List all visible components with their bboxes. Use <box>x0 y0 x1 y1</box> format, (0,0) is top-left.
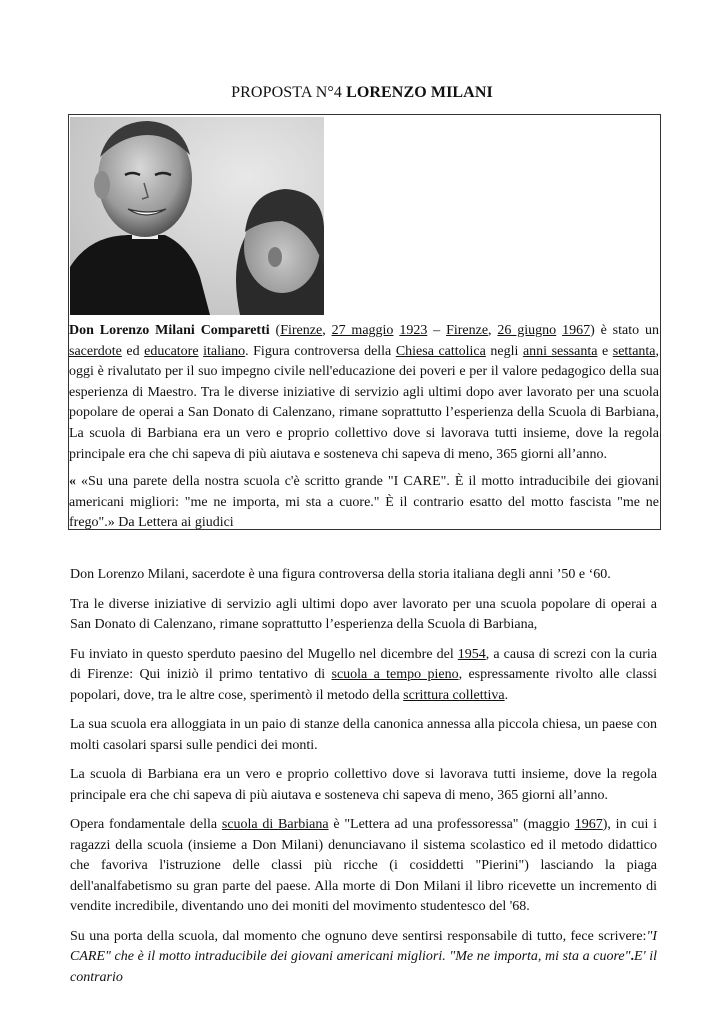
paragraph-2: Tra le diverse iniziative di servizio agli ultimi dopo aver lavorato per una scuola popolare di operai a San Donato di Calenzano, rimane soprattutto l’esperienza della Scuola di Barbiana, <box>70 596 657 632</box>
main-text <box>70 565 657 997</box>
link-1967-main[interactable]: 1967 <box>574 817 603 832</box>
text-run: ( <box>269 323 281 338</box>
link-settanta[interactable]: settanta <box>612 343 656 359</box>
link-firenze-2[interactable]: Firenze <box>446 323 489 338</box>
text-run: è "Lettera ad una professoressa" (maggio <box>328 817 575 832</box>
link-scuola-a-tempo-pieno[interactable]: scuola a tempo pieno <box>331 667 459 682</box>
page-title <box>0 84 724 102</box>
paragraph-4: La sua scuola era alloggiata in un paio di stanze della canonica annessa alla piccola chiesa, un paese con molti casolari sparsi sulle pendici dei monti. <box>70 717 657 753</box>
italic-run: "I CARE" che è il motto intraducibile dei giovani americani migliori. "Me ne importa, mi sta a cuore" <box>70 928 657 964</box>
text-run: , espressamente rivolto alle classi popolari, dove, tra le altre cose, sperimentò il metodo della <box>70 667 658 703</box>
bio-box <box>68 114 661 530</box>
text-run: , <box>322 323 332 338</box>
text-run: Opera fondamentale della <box>70 817 222 832</box>
paragraph-3 <box>70 645 657 707</box>
bio-text <box>69 321 659 534</box>
link-educatore[interactable]: educatore <box>144 343 199 359</box>
paragraph-1: Don Lorenzo Milani, sacerdote è una figura controversa della storia italiana degli anni ’50 e ‘60. <box>70 567 611 582</box>
link-chiesa-cattolica[interactable]: Chiesa cattolica <box>395 343 486 359</box>
text-run: Fu inviato in questo sperduto paesino del Mugello nel dicembre del <box>70 646 458 662</box>
title-name: LORENZO MILANI <box>346 84 493 101</box>
paragraph-5: La scuola di Barbiana era un vero e proprio collettivo dove si lavorava tutti insieme, dove la regola principale era che chi sapeva di più aiutava e sosteneva chi sapeva di meno, 365 giorni all’anno. <box>70 767 657 803</box>
link-sacerdote[interactable]: sacerdote <box>69 343 122 359</box>
paragraph-6 <box>70 815 657 918</box>
title-prefix: PROPOSTA N°4 <box>231 84 342 101</box>
text-run: , oggi è rivalutato per il suo impegno civile nell'educazione dei poveri e per il valore pedagogico della sua esperienza di Maestro. Tra le diverse iniziative di servizio agli ultimi dopo aver lavorato per una scuola popolare de operai a San Donato di Calenzano, rimane soprattutto l’esperienza della Scuola di Barbiana, La scuola di Barbiana era un vero e proprio collettivo dove si lavorava tutti insieme, dove la regola principale era che chi sapeva di più aiutava e sosteneva chi sapeva di meno, 365 giorni all’anno. <box>69 343 660 462</box>
bio-name: Don Lorenzo Milani Comparetti <box>69 323 270 338</box>
italic-run-2: E' il contrario <box>70 949 657 985</box>
portrait-photo-icon <box>70 117 324 315</box>
link-1954[interactable]: 1954 <box>457 646 486 662</box>
quote-paragraph <box>69 472 659 534</box>
portrait-photo <box>70 117 324 315</box>
text-run: ed <box>121 343 145 359</box>
text-run: Su una porta della scuola, dal momento che ognuno deve sentirsi responsabile di tutto, fece scrivere: <box>70 928 647 944</box>
link-1967[interactable]: 1967 <box>562 323 591 338</box>
text-run: . <box>504 687 509 703</box>
text-run: , <box>488 323 498 338</box>
text-run: negli <box>485 343 523 359</box>
text-run: e <box>597 343 613 359</box>
link-26-giugno[interactable]: 26 giugno <box>497 323 557 338</box>
bio-paragraph <box>69 321 659 465</box>
link-scrittura-collettiva[interactable]: scrittura collettiva <box>403 687 505 703</box>
text-run: ) è stato un <box>590 323 660 338</box>
link-1923[interactable]: 1923 <box>399 323 428 338</box>
quote-text: «Su una parete della nostra scuola c'è scritto grande "I CARE". È il motto intraducibile dei giovani americani migliori: "me ne importa, mi sta a cuore." È il contrario esatto del motto fascista "me ne frego".» Da Lettera ai giudici <box>69 474 659 531</box>
link-27-maggio[interactable]: 27 maggio <box>331 323 394 338</box>
link-anni-sessanta[interactable]: anni sessanta <box>522 343 598 359</box>
quote-mark: « <box>69 474 76 490</box>
text-run: . Figura controversa della <box>245 343 396 359</box>
text-run: – <box>427 323 447 338</box>
link-italiano[interactable]: italiano <box>203 343 246 359</box>
text-run: , a causa di screzi con la curia di Firenze: Qui iniziò il primo tentativo di <box>70 646 657 682</box>
paragraph-7 <box>70 927 657 989</box>
text-run: . <box>630 949 635 964</box>
link-firenze[interactable]: Firenze <box>280 323 323 338</box>
link-scuola-di-barbiana[interactable]: scuola di Barbiana <box>221 817 329 832</box>
text-run: ), in cui i ragazzi della scuola (insieme a Don Milani) denunciavano il sistema scolastico ed il metodo didattico che favoriva l'istruzione delle classi più ricche (i cosiddetti "Pierini") lasciando la piaga dell'analfabetismo su gran parte del paese. Alla morte di Don Milani il libro ricevette un incremento di vendite incredibile, diventando uno dei moniti del movimento studentesco del '68. <box>70 817 658 914</box>
